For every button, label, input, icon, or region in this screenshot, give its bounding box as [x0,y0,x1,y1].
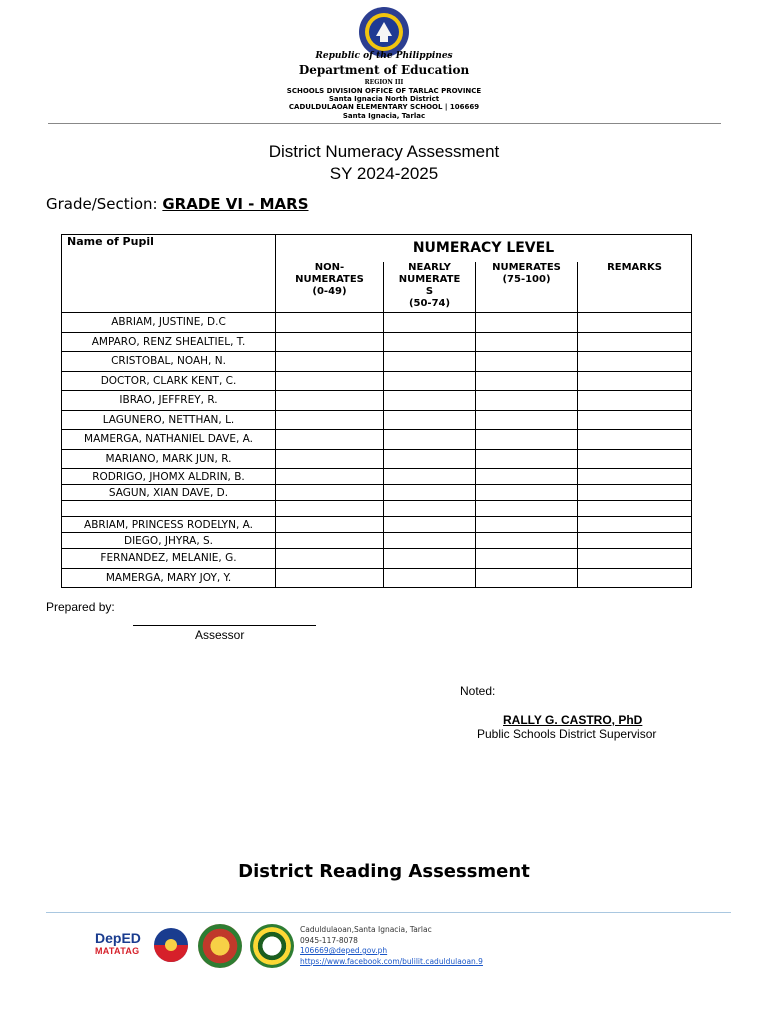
numerates-cell[interactable] [476,449,578,469]
grade-label: Grade/Section: [46,195,158,213]
division-line: SCHOOLS DIVISION OFFICE OF TARLAC PROVINCE [286,87,482,95]
numeracy-level-header: NUMERACY LEVEL [276,235,692,262]
pupil-name: DOCTOR, CLARK KENT, C. [62,371,276,391]
republic-line: Republic of the Philippines [315,51,453,61]
numerates-header: NUMERATES (75-100) [476,262,578,313]
numeracy-table [61,234,692,588]
grade-section [46,195,309,213]
table-row [62,332,692,352]
table-row [62,485,692,501]
numerates-cell[interactable] [476,332,578,352]
numerates-cell[interactable] [476,410,578,430]
non-numerates-cell[interactable] [276,391,384,411]
numerates-cell[interactable] [476,568,578,588]
nearly-numerates-cell[interactable] [384,352,476,372]
pupil-name: LAGUNERO, NETTHAN, L. [62,410,276,430]
remarks-cell[interactable] [578,430,692,450]
school-line: CADULDULAOAN ELEMENTARY SCHOOL | 106669 [288,103,480,111]
assessor-signature-line [133,625,316,626]
non-numerates-cell[interactable] [276,469,384,485]
non-numerates-cell[interactable] [276,332,384,352]
non-numerates-cell[interactable] [276,549,384,569]
nearly-numerates-cell[interactable] [384,332,476,352]
numerates-cell[interactable] [476,391,578,411]
name-of-pupil-header: Name of Pupil [62,235,276,313]
table-row [62,517,692,533]
department-line: Department of Education [298,63,470,77]
non-numerates-cell[interactable] [276,501,384,517]
contact-info [300,925,483,967]
numerates-cell[interactable] [476,501,578,517]
nearly-numerates-cell[interactable] [384,449,476,469]
numerates-cell[interactable] [476,549,578,569]
nearly-numerates-cell[interactable] [384,469,476,485]
nearly-numerates-cell[interactable] [384,517,476,533]
remarks-cell[interactable] [578,449,692,469]
nearly-numerates-cell[interactable] [384,501,476,517]
non-numerates-cell[interactable] [276,568,384,588]
district-seal-logo [198,924,242,968]
remarks-cell[interactable] [578,313,692,333]
remarks-cell[interactable] [578,469,692,485]
supervisor-name: RALLY G. CASTRO, PhD [503,713,643,727]
table-row [62,410,692,430]
remarks-cell[interactable] [578,533,692,549]
footer-phone: 0945-117-8078 [300,935,358,945]
pupil-name: DIEGO, JHYRA, S. [62,533,276,549]
remarks-cell[interactable] [578,549,692,569]
nearly-numerates-cell[interactable] [384,391,476,411]
pupil-name: ABRIAM, JUSTINE, D.C [62,313,276,333]
district-line: Santa Ignacia North District [328,95,440,103]
table-row [62,352,692,372]
pupil-name: RODRIGO, JHOMX ALDRIN, B. [62,469,276,485]
numerates-cell[interactable] [476,533,578,549]
table-row [62,533,692,549]
table-row [62,469,692,485]
nearly-numerates-cell[interactable] [384,313,476,333]
remarks-cell[interactable] [578,332,692,352]
region-line: REGION III [364,79,404,86]
numerates-cell[interactable] [476,469,578,485]
non-numerates-cell[interactable] [276,449,384,469]
remarks-header: REMARKS [578,262,692,313]
table-row [62,549,692,569]
pupil-name: SAGUN, XIAN DAVE, D. [62,485,276,501]
nearly-numerates-header: NEARLY NUMERATE S (50-74) [384,262,476,313]
table-row [62,313,692,333]
table-row [62,391,692,411]
numerates-cell[interactable] [476,352,578,372]
remarks-cell[interactable] [578,352,692,372]
supervisor-title: Public Schools District Supervisor [477,727,657,741]
pupil-name: MAMERGA, NATHANIEL DAVE, A. [62,430,276,450]
grade-value: GRADE VI - MARS [162,195,309,213]
non-numerates-cell[interactable] [276,533,384,549]
non-numerates-cell[interactable] [276,517,384,533]
nearly-numerates-cell[interactable] [384,549,476,569]
assessor-label: Assessor [195,628,245,642]
table-row [62,501,692,517]
remarks-cell[interactable] [578,371,692,391]
remarks-cell[interactable] [578,568,692,588]
school-seal-logo [250,924,294,968]
nearly-numerates-cell[interactable] [384,410,476,430]
footer-email-link[interactable]: 106669@deped.gov.ph [300,946,388,955]
page-title: District Numeracy Assessment [268,142,500,161]
remarks-cell[interactable] [578,391,692,411]
nearly-numerates-cell[interactable] [384,371,476,391]
remarks-cell[interactable] [578,501,692,517]
remarks-cell[interactable] [578,517,692,533]
non-numerates-cell[interactable] [276,410,384,430]
pupil-name: CRISTOBAL, NOAH, N. [62,352,276,372]
numerates-cell[interactable] [476,313,578,333]
non-numerates-cell[interactable] [276,371,384,391]
pupil-name: MARIANO, MARK JUN, R. [62,449,276,469]
nearly-numerates-cell[interactable] [384,485,476,501]
table-row [62,371,692,391]
school-year: SY 2024-2025 [329,164,439,183]
pupil-name: IBRAO, JEFFREY, R. [62,391,276,411]
numerates-cell[interactable] [476,430,578,450]
pupil-name: MAMERGA, MARY JOY, Y. [62,568,276,588]
bagong-pilipinas-logo [150,926,192,972]
nearly-numerates-cell[interactable] [384,568,476,588]
deped-matatag-logo: DepED MATATAG [95,930,141,956]
numerates-cell[interactable] [476,371,578,391]
pupil-name: AMPARO, RENZ SHEALTIEL, T. [62,332,276,352]
non-numerates-cell[interactable] [276,313,384,333]
pupil-name: FERNANDEZ, MELANIE, G. [62,549,276,569]
footer-address: Caduldulaoan,Santa Ignacia, Tarlac [300,925,432,934]
nearly-numerates-cell[interactable] [384,430,476,450]
remarks-cell[interactable] [578,410,692,430]
non-numerates-cell[interactable] [276,352,384,372]
numerates-cell[interactable] [476,485,578,501]
noted-label: Noted: [460,684,496,698]
pupil-name [62,501,276,517]
non-numerates-header: NON- NUMERATES (0-49) [276,262,384,313]
non-numerates-cell[interactable] [276,430,384,450]
table-row [62,568,692,588]
table-row [62,430,692,450]
header-divider [48,123,721,124]
prepared-by-label: Prepared by: [46,600,115,614]
nearly-numerates-cell[interactable] [384,533,476,549]
remarks-cell[interactable] [578,485,692,501]
table-row [62,449,692,469]
address-line: Santa Ignacia, Tarlac [342,112,426,120]
numerates-cell[interactable] [476,517,578,533]
non-numerates-cell[interactable] [276,485,384,501]
footer-divider [46,912,731,913]
footer-facebook-link[interactable]: https://www.facebook.com/bulilit.caduldulaoan.9 [300,956,483,966]
reading-assessment-title: District Reading Assessment [238,861,530,882]
pupil-name: ABRIAM, PRINCESS RODELYN, A. [62,517,276,533]
